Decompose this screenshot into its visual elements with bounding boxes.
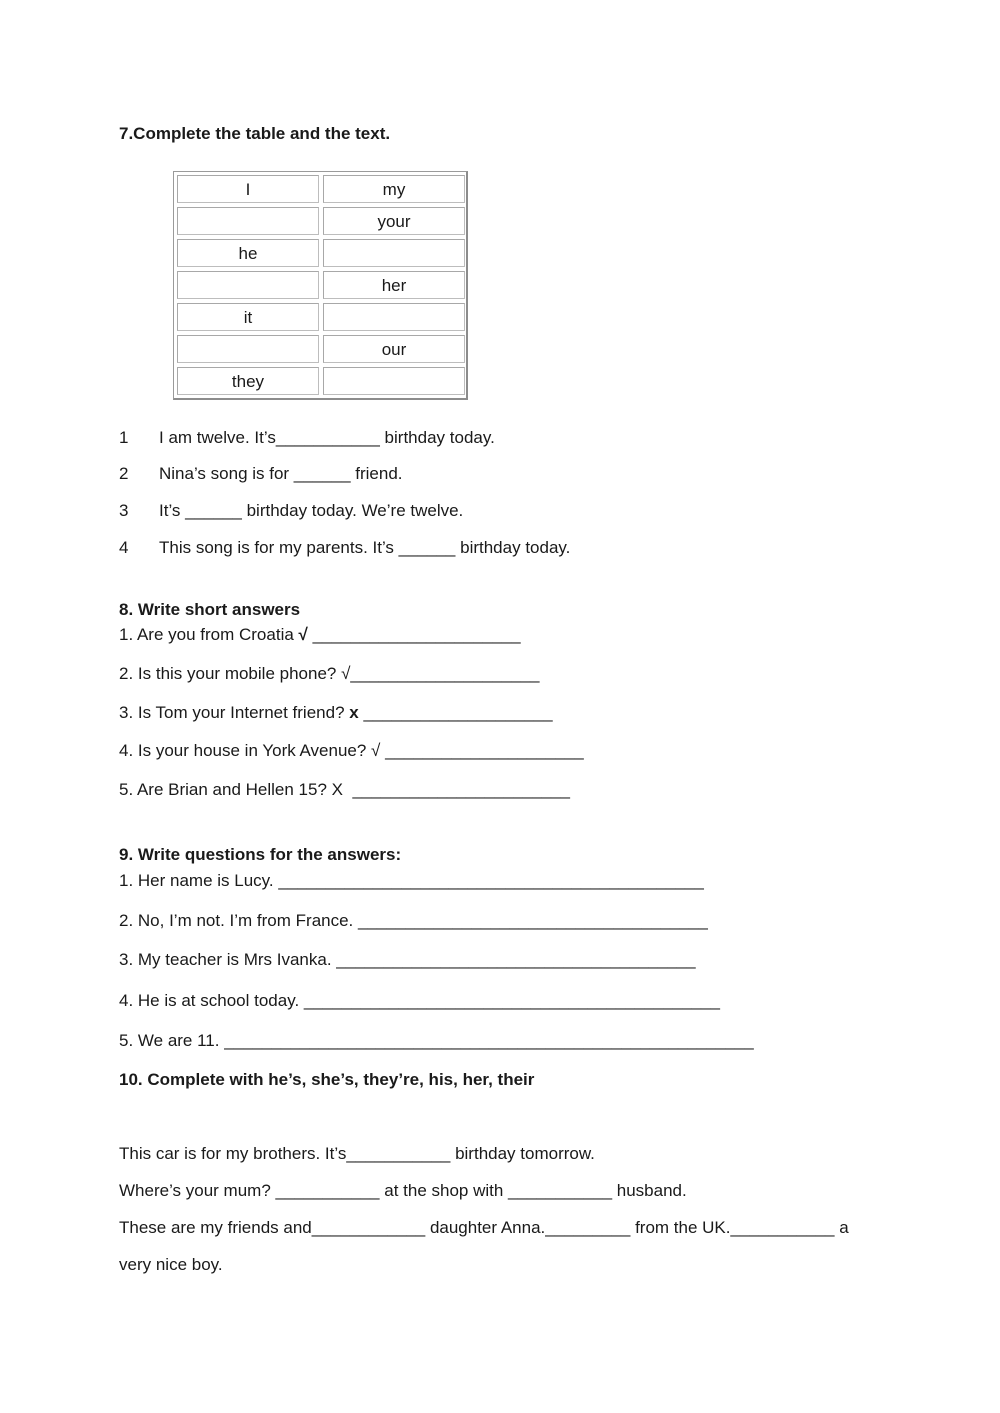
text-line: Where’s your mum? ___________ at the shop with ___________ husband.: [119, 1181, 687, 1200]
text-line: This car is for my brothers. It’s___________ birthday tomorrow.: [119, 1144, 595, 1163]
question-text: 2. Is this your mobile phone?: [119, 664, 342, 683]
table-cell-subject: [177, 207, 319, 235]
table-cell-subject: I: [177, 175, 319, 203]
answer-blank: ______________________: [307, 625, 521, 644]
question-text: 4. Is your house in York Avenue?: [119, 741, 372, 760]
table-cell-subject: they: [177, 367, 319, 395]
item-text: I am twelve. It’s___________ birthday today.: [159, 428, 495, 447]
short-answer-item: [119, 780, 570, 800]
table-row: [177, 335, 465, 364]
table-cell-possessive: [323, 367, 465, 395]
answer-blank: _____________________: [380, 741, 584, 760]
text-line: These are my friends and____________ daughter Anna._________ from the UK.___________ a: [119, 1218, 849, 1237]
text-line: very nice boy.: [119, 1255, 223, 1274]
table-row: [177, 175, 465, 204]
cross-mark-icon: x: [349, 703, 359, 722]
question-item: 2. No, I’m not. I’m from France. _____________________________________: [119, 911, 708, 930]
table-row: [177, 303, 465, 332]
check-mark-icon: √: [298, 625, 308, 644]
section-7-heading: 7.Complete the table and the text.: [119, 124, 391, 143]
table-cell-subject: it: [177, 303, 319, 331]
section-9-heading: 9. Write questions for the answers:: [119, 845, 402, 864]
question-item: 4. He is at school today. ____________________________________________: [119, 991, 720, 1010]
table-row: [177, 271, 465, 300]
item-text: It’s ______ birthday today. We’re twelve.: [159, 501, 464, 520]
table-row: [177, 207, 465, 236]
check-mark-icon: √: [341, 664, 351, 683]
question-text: 1. Are you from Croatia: [119, 625, 299, 644]
pronoun-table: [173, 171, 468, 400]
table-cell-possessive: your: [323, 207, 465, 235]
short-answer-item: [119, 625, 521, 645]
cross-mark-icon: X: [331, 780, 343, 799]
short-answer-item: [119, 664, 540, 684]
question-item: 1. Her name is Lucy. _____________________________________________: [119, 871, 704, 890]
answer-blank: ____________________: [350, 664, 540, 683]
question-item: 3. My teacher is Mrs Ivanka. ______________________________________: [119, 950, 696, 969]
table-cell-possessive: my: [323, 175, 465, 203]
table-row: [177, 239, 465, 268]
table-row: [177, 367, 465, 396]
item-number: 2: [119, 464, 129, 483]
short-answer-item: [119, 703, 553, 723]
item-text: Nina’s song is for ______ friend.: [159, 464, 403, 483]
item-number: 4: [119, 538, 129, 557]
table-cell-subject: [177, 271, 319, 299]
table-cell-possessive: her: [323, 271, 465, 299]
check-mark-icon: √: [371, 741, 381, 760]
item-text: This song is for my parents. It’s ______ birthday today.: [159, 538, 571, 557]
short-answer-item: [119, 741, 584, 761]
answer-blank: ____________________: [358, 703, 553, 722]
section-10-heading: 10. Complete with he’s, she’s, they’re, his, her, their: [119, 1070, 535, 1089]
item-number: 1: [119, 428, 129, 447]
question-text: 3. Is Tom your Internet friend?: [119, 703, 350, 722]
section-8-heading: 8. Write short answers: [119, 600, 301, 619]
table-cell-possessive: [323, 303, 465, 331]
item-number: 3: [119, 501, 129, 520]
question-text: 5. Are Brian and Hellen 15?: [119, 780, 332, 799]
answer-blank: _______________________: [343, 780, 570, 799]
question-item: 5. We are 11. ________________________________________________________: [119, 1031, 754, 1050]
table-cell-subject: [177, 335, 319, 363]
table-cell-possessive: our: [323, 335, 465, 363]
table-cell-possessive: [323, 239, 465, 267]
table-cell-subject: he: [177, 239, 319, 267]
